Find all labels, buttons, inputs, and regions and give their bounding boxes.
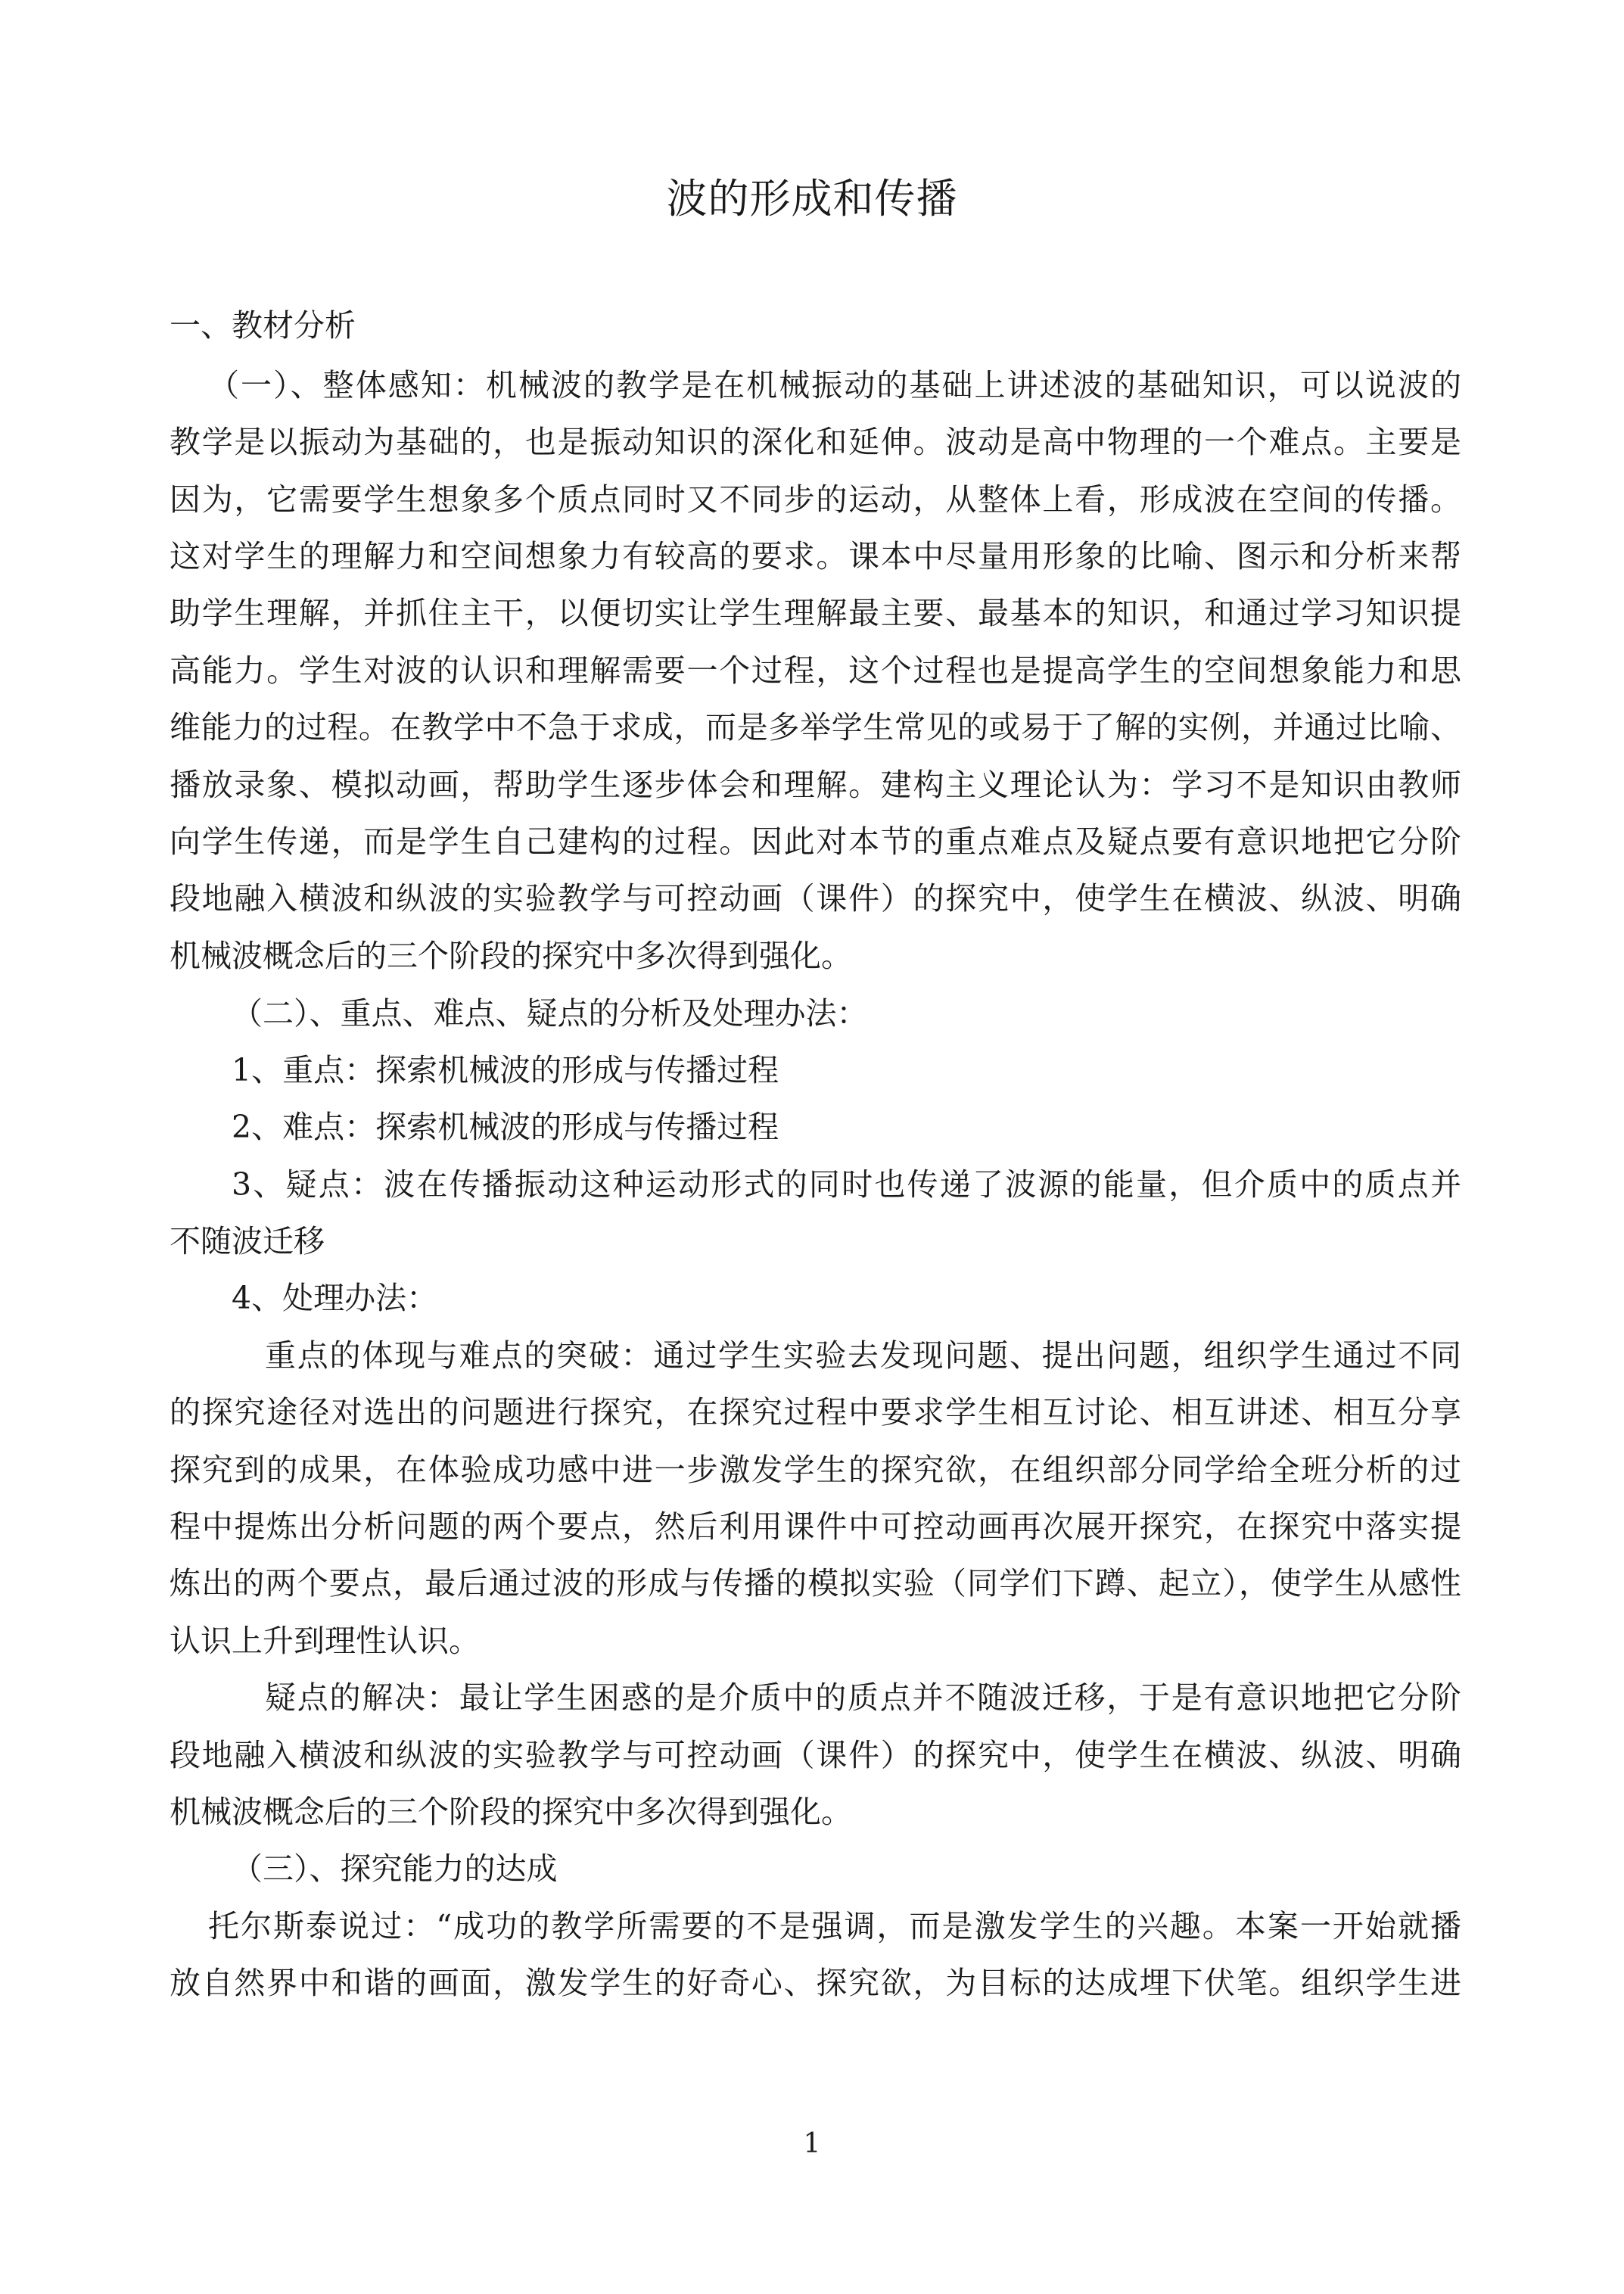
paragraph-line: 助学生理解，并抓住主干，以便切实让学生理解最主要、最基本的知识，和通过学习知识提 [170, 595, 1461, 631]
paragraph-line: 放自然界中和谐的画面，激发学生的好奇心、探究欲，为目标的达成埋下伏笔。组织学生进 [170, 1965, 1461, 2001]
subsection-heading: （三）、探究能力的达成 [232, 1850, 558, 1887]
paragraph-line: 段地融入横波和纵波的实验教学与可控动画（课件）的探究中，使学生在横波、纵波、明确 [170, 1737, 1461, 1773]
paragraph-line: 向学生传递，而是学生自己建构的过程。因此对本节的重点难点及疑点要有意识地把它分阶 [170, 823, 1461, 860]
paragraph-line: 重点的体现与难点的突破：通过学生实验去发现问题、提出问题，组织学生通过不同 [265, 1337, 1461, 1374]
list-item: 3、疑点：波在传播振动这种运动形式的同时也传递了波源的能量，但介质中的质点并 [232, 1166, 1461, 1203]
paragraph-line: 认识上升到理性认识。 [170, 1623, 480, 1659]
section-heading: 一、教材分析 [170, 307, 356, 344]
paragraph-line: 高能力。学生对波的认识和理解需要一个过程，这个过程也是提高学生的空间想象能力和思 [170, 652, 1461, 689]
paragraph-line: 机械波概念后的三个阶段的探究中多次得到强化。 [170, 1794, 852, 1830]
paragraph-line: 段地融入横波和纵波的实验教学与可控动画（课件）的探究中，使学生在横波、纵波、明确 [170, 880, 1461, 917]
paragraph-line: 教学是以振动为基础的，也是振动知识的深化和延伸。波动是高中物理的一个难点。主要是 [170, 424, 1461, 460]
paragraph-line: 这对学生的理解力和空间想象力有较高的要求。课本中尽量用形象的比喻、图示和分析来帮 [170, 538, 1461, 574]
list-item: 2、难点：探索机械波的形成与传播过程 [232, 1109, 779, 1145]
paragraph-line: 炼出的两个要点，最后通过波的形成与传播的模拟实验（同学们下蹲、起立），使学生从感性 [170, 1565, 1461, 1601]
paragraph-line: 疑点的解决：最让学生困惑的是介质中的质点并不随波迁移，于是有意识地把它分阶 [265, 1679, 1461, 1716]
list-item: 4、处理办法： [232, 1280, 438, 1316]
paragraph-line: 机械波概念后的三个阶段的探究中多次得到强化。 [170, 938, 852, 974]
paragraph-line: 探究到的成果，在体验成功感中进一步激发学生的探究欲，在组织部分同学给全班分析的过 [170, 1452, 1461, 1488]
paragraph-line: 托尔斯泰说过：“成功的教学所需要的不是强调，而是激发学生的兴趣。本案一开始就播 [208, 1908, 1461, 1944]
paragraph-line: 因为，它需要学生想象多个质点同时又不同步的运动，从整体上看，形成波在空间的传播。 [170, 481, 1461, 518]
paragraph-line: 的探究途径对选出的问题进行探究，在探究过程中要求学生相互讨论、相互讲述、相互分享 [170, 1394, 1461, 1430]
paragraph-line: 播放录象、模拟动画，帮助学生逐步体会和理解。建构主义理论认为：学习不是知识由教师 [170, 767, 1461, 803]
page-number: 1 [803, 2128, 821, 2159]
paragraph-line: 维能力的过程。在教学中不急于求成，而是多举学生常见的或易于了解的实例，并通过比喻、 [170, 709, 1461, 745]
page-title: 波的形成和传播 [666, 175, 958, 223]
list-item: 1、重点：探索机械波的形成与传播过程 [232, 1052, 779, 1088]
paragraph-line: （一）、整体感知：机械波的教学是在机械振动的基础上讲述波的基础知识，可以说波的 [208, 367, 1461, 403]
list-item: 不随波迁移 [170, 1223, 325, 1259]
paragraph-line: 程中提炼出分析问题的两个要点，然后利用课件中可控动画再次展开探究，在探究中落实提 [170, 1508, 1461, 1545]
subsection-heading: （二）、重点、难点、疑点的分析及处理办法： [232, 995, 868, 1032]
